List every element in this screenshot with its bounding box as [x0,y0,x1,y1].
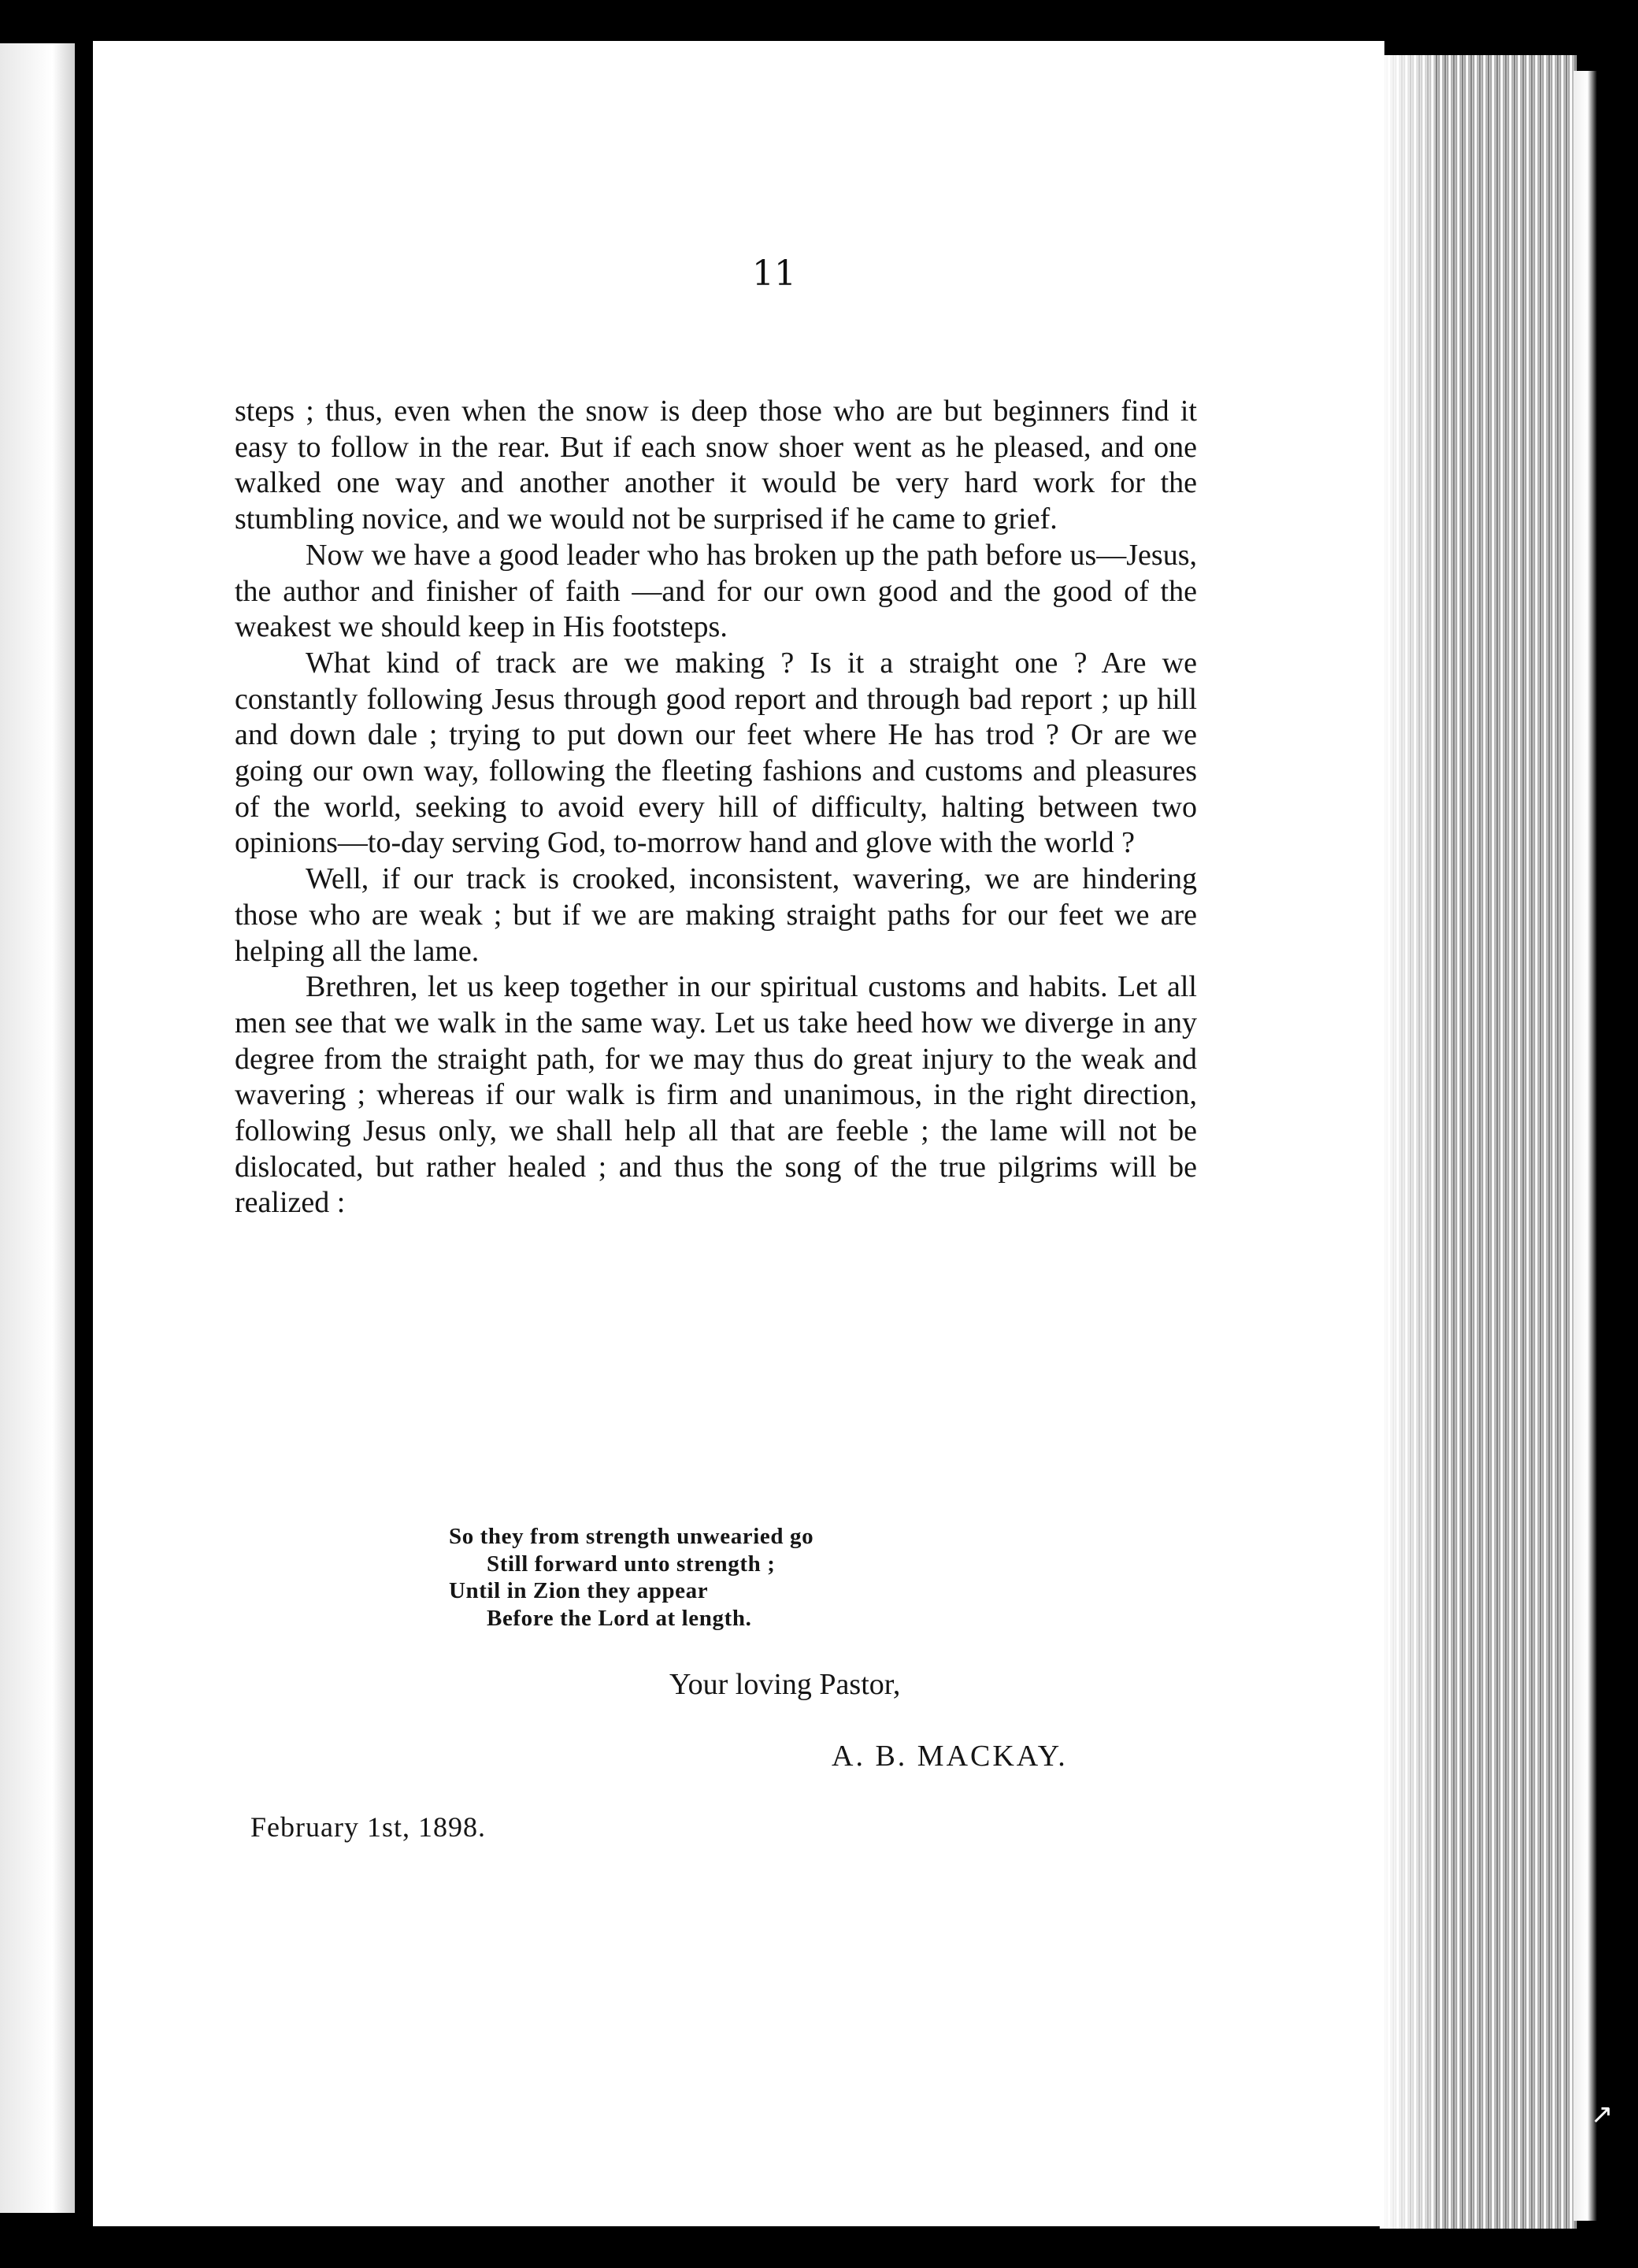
corner-mark-icon: ↗ [1591,2099,1614,2130]
paragraph: steps ; thus, even when the snow is deep those who are but beginners find it easy to follow in the rear. But if each snow shoer went as he pleased, and one walked one way and another another it would be very hard work for the stumbling novice, and we would not be surprised if he came to grief. [235,395,1197,536]
facing-page-edge [0,43,75,2213]
verse-line: Before the Lord at length. [487,1605,752,1631]
verse-line: Still forward unto strength ; [487,1551,776,1577]
paragraph: Now we have a good leader who has broken up the path before us—Jesus, the author and finisher of faith —and for our own good and the good of the weakest we should keep in His footsteps. [235,538,1197,644]
verse-line: So they from strength unwearied go [449,1524,814,1549]
page-stack-shadow [1380,55,1435,2229]
book-page [93,41,1384,2226]
book-block-edge [1573,71,1597,2221]
letter-body [235,394,1197,1221]
verse-line: Until in Zion they appear [449,1578,709,1603]
hymn-verse [449,1523,813,1632]
page-number: 11 [752,254,796,294]
closing-salutation: Your loving Pastor, [669,1668,901,1701]
signature: A. B. MACKAY. [832,1740,1068,1773]
paragraph: Well, if our track is crooked, inconsistent, wavering, we are hindering those who are weak ; but if we are making straight paths for our feet we are helping all the lame. [235,862,1197,968]
paragraph: Brethren, let us keep together in our spiritual customs and habits. Let all men see that we walk in the same way. Let us take heed how we diverge in any degree from the straight path, for we may thus do great injury to the weak and wavering ; whereas if our walk is firm and unanimous, in the right direction, following Jesus only, we shall help all that are feeble ; the lame will not be dislocated, but rather healed ; and thus the song of the true pilgrims will be realized : [235,970,1197,1220]
letter-date: February 1st, 1898. [250,1811,486,1843]
paragraph: What kind of track are we making ? Is it a straight one ? Are we constantly following Jesus through good report and through bad report ; up hill and down dale ; trying to put down our feet where He has trod ? Or are we going our own way, following the fleeting fashions and customs and pleasures of the world, seeking to avoid every hill of difficulty, halting between two opinions—to-day serving God, to-morrow hand and glove with the world ? [235,646,1197,860]
